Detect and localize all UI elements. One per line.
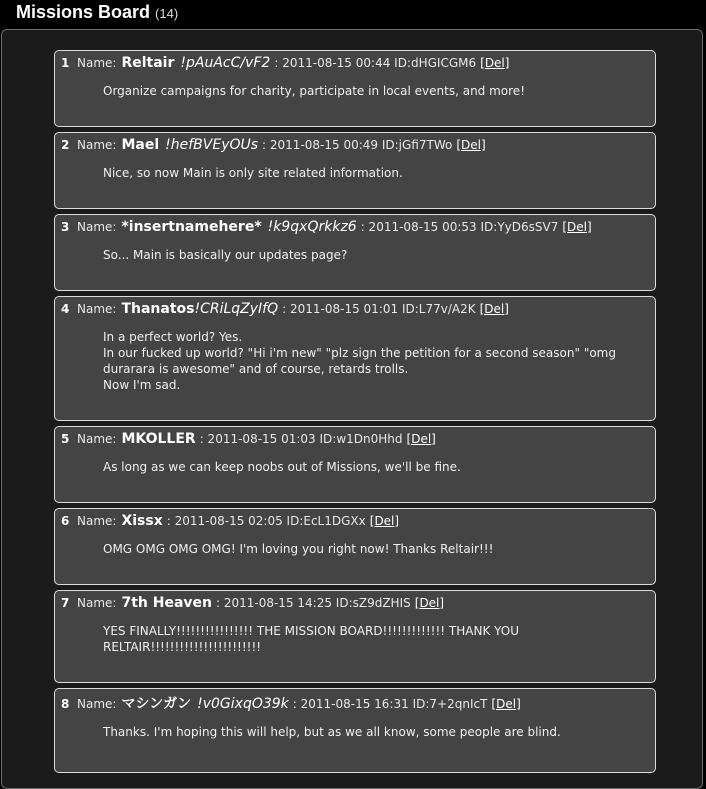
post-number: 3 (61, 220, 70, 234)
name-label: Name: (77, 138, 117, 152)
post-header (61, 55, 509, 75)
post (54, 50, 656, 127)
post-header (61, 219, 592, 239)
delete-link-label[interactable]: Del (374, 514, 395, 528)
poster-name: マシンガン (121, 696, 192, 712)
post-meta: : 2011-08-15 01:03 ID:w1Dn0Hhd (199, 432, 403, 446)
post-body (103, 724, 643, 740)
post (54, 426, 656, 503)
post-header (61, 301, 509, 321)
post (54, 590, 656, 683)
poster-name: Reltair (121, 55, 175, 71)
delete-link-label[interactable]: Del (411, 432, 432, 446)
delete-link-label[interactable]: Del (484, 302, 505, 316)
post-meta: : 2011-08-15 16:31 ID:7+2qnIcT (292, 697, 488, 711)
poster-name: 7th Heaven (121, 595, 212, 611)
name-label: Name: (77, 220, 117, 234)
post-text-line: Now I'm sad. (103, 378, 181, 392)
tripcode: !pAuAcC/vF2 (180, 55, 271, 71)
post-number: 6 (61, 514, 70, 528)
post-text-line: As long as we can keep noobs out of Missions, we'll be fine. (103, 460, 461, 474)
post-meta: : 2011-08-15 00:53 ID:YyD6sSV7 (360, 220, 559, 234)
post-number: 1 (61, 56, 70, 70)
name-label: Name: (77, 302, 117, 316)
delete-link-label[interactable]: Del (484, 56, 505, 70)
post-body (103, 247, 643, 263)
board-title (16, 2, 178, 23)
delete-link-label[interactable]: Del (461, 138, 481, 152)
name-label: Name: (77, 697, 117, 711)
board-title-text: Missions Board (16, 2, 151, 22)
post-number: 4 (61, 302, 70, 316)
name-label: Name: (77, 56, 117, 70)
post (54, 214, 656, 291)
tripcode: !hefBVEyOUs (165, 137, 259, 153)
delete-link-label[interactable]: Del (419, 596, 440, 610)
post-text-line: YES FINALLY!!!!!!!!!!!!!!!! THE MISSION BOARD!!!!!!!!!!!!! THANK YOU RELTAIR!!!!!!!!!!!!!!!!!!!!!!! (103, 624, 520, 654)
tripcode: !k9qxQrkkz6 (267, 219, 357, 235)
post-meta: : 2011-08-15 00:49 ID:jGfi7TWo (262, 138, 453, 152)
post-text-line: So... Main is basically our updates page? (103, 248, 348, 262)
poster-name: Mael (121, 137, 160, 153)
post-text-line: Organize campaigns for charity, participate in local events, and more! (103, 84, 526, 98)
post-text-line: OMG OMG OMG OMG! I'm loving you right now! Thanks Reltair!!! (103, 542, 494, 556)
post-body (103, 329, 643, 393)
delete-link[interactable]: [Del] (456, 138, 486, 152)
delete-link[interactable]: [Del] (369, 514, 400, 528)
delete-link[interactable]: [Del] (491, 697, 521, 711)
post-header (61, 595, 444, 615)
post (54, 296, 656, 421)
post-text-line: Nice, so now Main is only site related information. (103, 166, 403, 180)
thread-panel (1, 29, 703, 789)
post-meta: : 2011-08-15 14:25 ID:sZ9dZHIS (215, 596, 411, 610)
poster-name: Thanatos (121, 301, 195, 317)
tripcode: !v0GixqO39k (197, 696, 289, 712)
post-number: 5 (61, 432, 70, 446)
post-number: 8 (61, 697, 70, 711)
delete-link-label[interactable]: Del (496, 697, 517, 711)
post-meta: : 2011-08-15 02:05 ID:EcL1DGXx (166, 514, 366, 528)
post-body (103, 83, 643, 99)
post (54, 688, 656, 773)
name-label: Name: (77, 596, 117, 610)
poster-name: Xissx (121, 513, 163, 529)
post-header (61, 693, 521, 713)
delete-link[interactable]: [Del] (406, 432, 436, 446)
post-body (103, 165, 643, 181)
post-meta: : 2011-08-15 01:01 ID:L77v/A2K (282, 302, 476, 316)
post-body (103, 623, 643, 655)
poster-name: MKOLLER (121, 431, 196, 447)
post-header (61, 431, 436, 451)
post-count: (14) (155, 6, 179, 21)
name-label: Name: (77, 514, 117, 528)
post-header (61, 513, 399, 533)
post-meta: : 2011-08-15 00:44 ID:dHGICGM6 (274, 56, 477, 70)
post-text-line: In a perfect world? Yes. (103, 330, 243, 344)
post-body (103, 459, 643, 475)
delete-link[interactable]: [Del] (414, 596, 445, 610)
post (54, 132, 656, 209)
post-text-line: Thanks. I'm hoping this will help, but as we all know, some people are blind. (103, 725, 561, 739)
delete-link[interactable]: [Del] (562, 220, 592, 234)
delete-link-label[interactable]: Del (567, 220, 588, 234)
delete-link[interactable]: [Del] (480, 56, 510, 70)
poster-name: *insertnamehere* (121, 219, 262, 235)
post-text-line: In our fucked up world? "Hi i'm new" "plz sign the petition for a second season" "omg durarara is awesome" and of course, retards trolls. (103, 346, 616, 376)
delete-link[interactable]: [Del] (479, 302, 509, 316)
post-number: 2 (61, 138, 70, 152)
post (54, 508, 656, 585)
post-body (103, 541, 643, 557)
post-header (61, 137, 486, 157)
tripcode: !CRiLqZyIfQ (194, 301, 279, 317)
post-number: 7 (61, 596, 70, 610)
name-label: Name: (77, 432, 117, 446)
